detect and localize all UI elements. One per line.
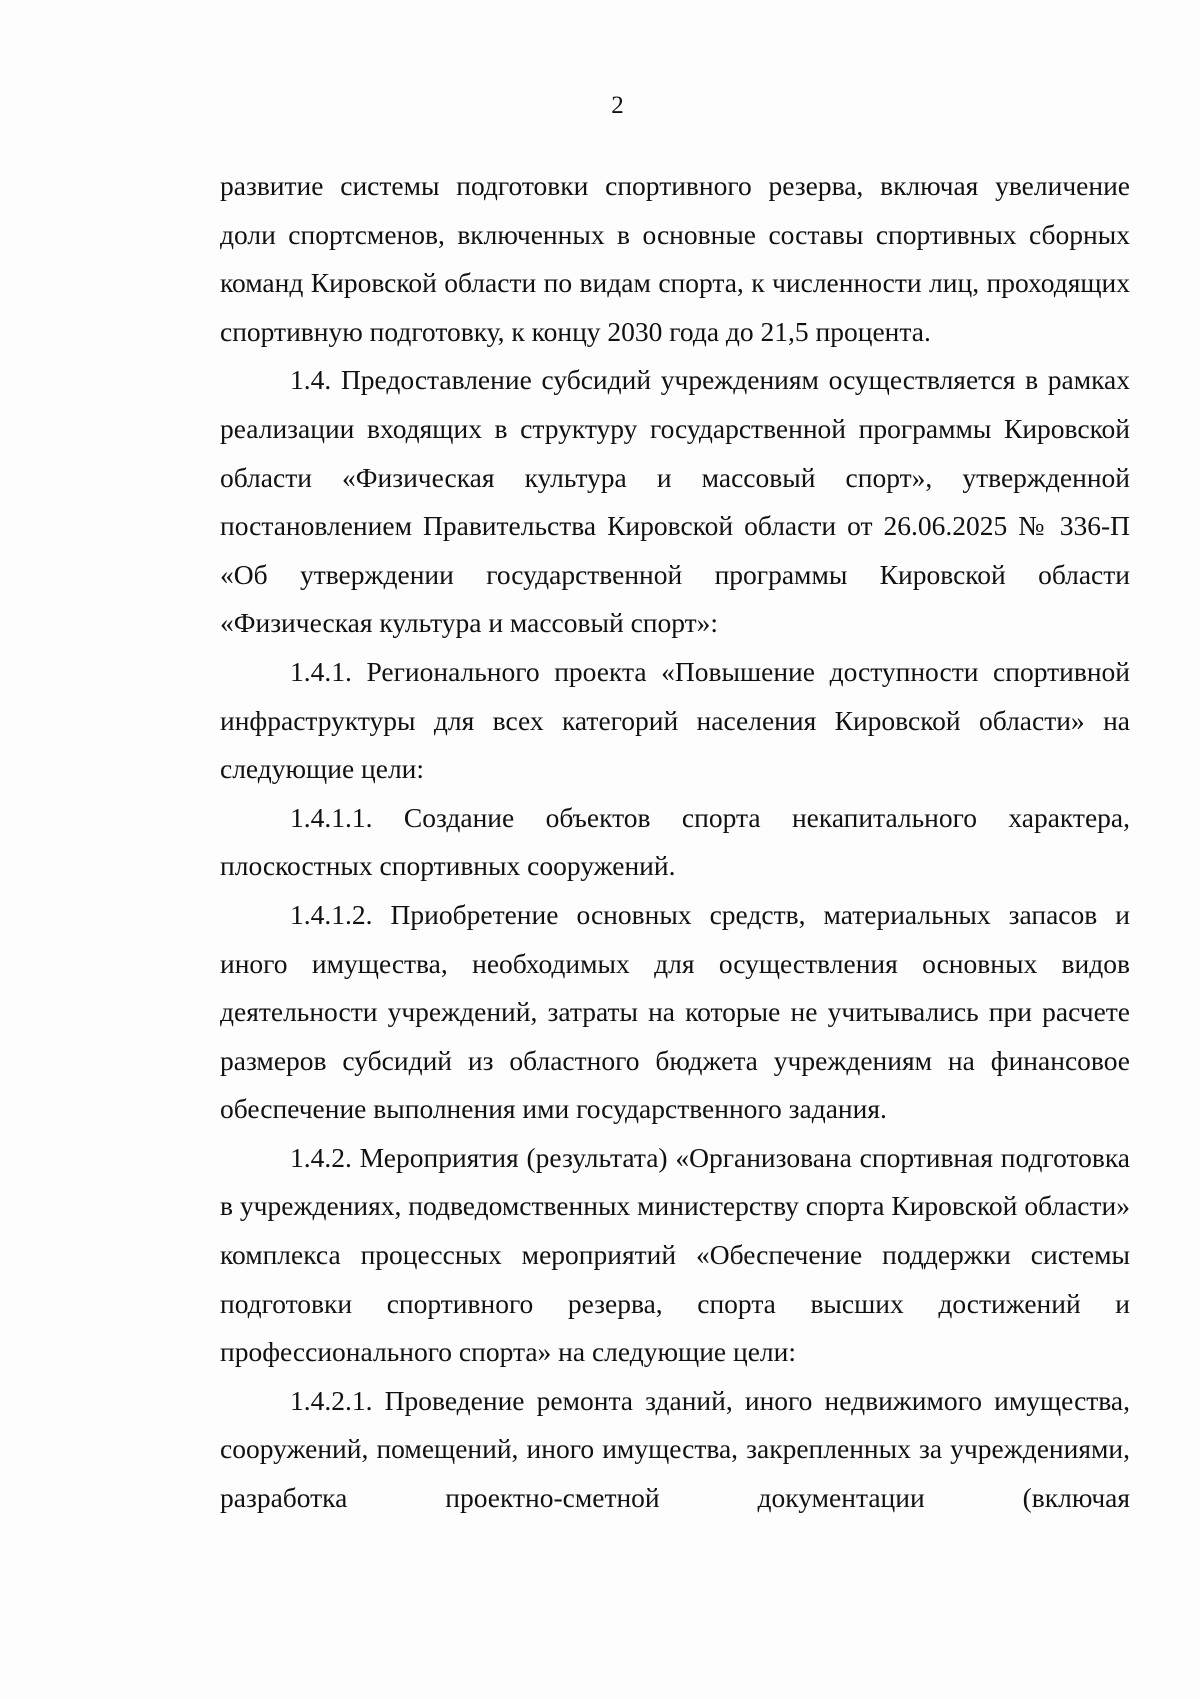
page-number: 2 (611, 92, 624, 119)
document-body (220, 162, 1130, 1523)
paragraph-1-4-1: 1.4.1. Регионального проекта «Повышение доступности спортивной инфраструктуры для всех категорий населения Кировской области» на следующие цели: (220, 655, 1130, 785)
paragraph-1-4-1-2: 1.4.1.2. Приобретение основных средств, материальных запасов и иного имущества, необходимых для осуществления основных видов деятельности учреждений, затраты на которые не учитывались при расчете размеров субсидий из областного бюджета учреждениям на финансовое обеспечение выполнения ими государственного задания. (220, 898, 1130, 1125)
paragraph-1-4-2-1: 1.4.2.1. Проведение ремонта зданий, иного недвижимого имущества, сооружений, помещений, иного имущества, закрепленных за учреждениями, разработка проектно-сметной документации (включая (220, 1384, 1130, 1514)
paragraph-1-4-2: 1.4.2. Мероприятия (результата) «Организована спортивная подготовка в учреждениях, подведомственных министерству спорта Кировской области» комплекса процессных мероприятий «Обеспечение поддержки системы подготовки спортивного резерва, спорта высших достижений и профессионального спорта» на следующие цели: (220, 1141, 1130, 1368)
paragraph-continuation: развитие системы подготовки спортивного резерва, включая увеличение доли спортсменов, включенных в основные составы спортивных сборных команд Кировской области по видам спорта, к численности лиц, проходящих спортивную подготовку, к концу 2030 года до 21,5 процента. (220, 170, 1130, 347)
paragraph-1-4: 1.4. Предоставление субсидий учреждениям осуществляется в рамках реализации входящих в структуру государственной программы Кировской области «Физическая культура и массовый спорт», утвержденной постановлением Правительства Кировской области от 26.06.2025 № 336-П «Об утверждении государственной программы Кировской области «Физическая культура и массовый спорт»: (220, 364, 1130, 639)
paragraph-1-4-1-1: 1.4.1.1. Создание объектов спорта некапитального характера, плоскостных спортивных сооружений. (220, 801, 1130, 882)
